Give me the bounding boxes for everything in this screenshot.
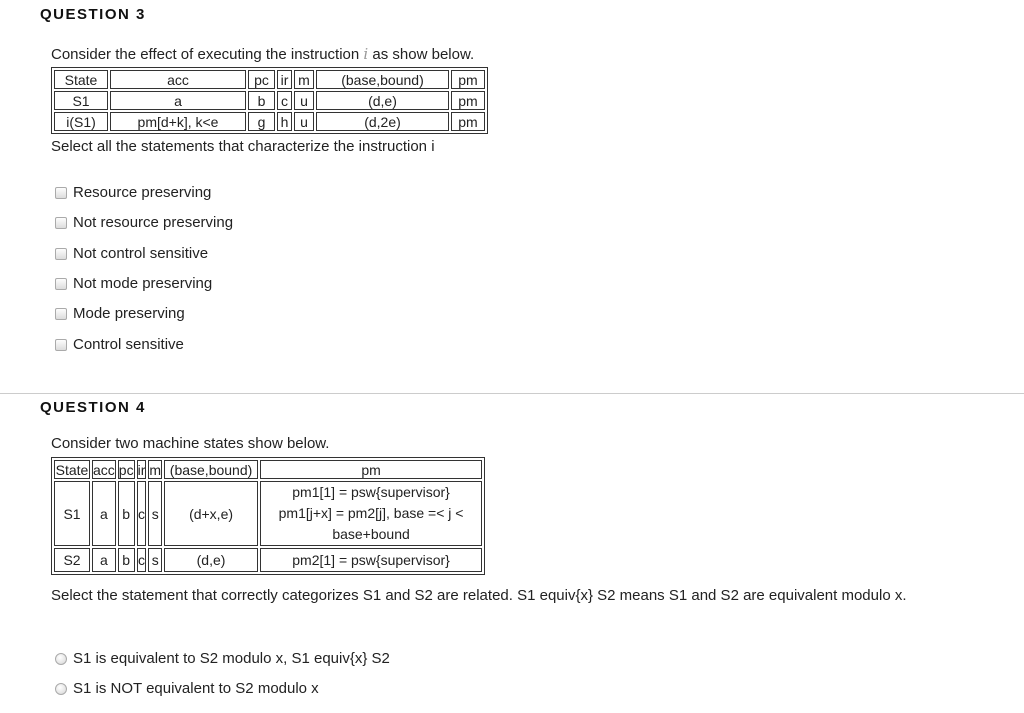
question-4-prompt: Consider two machine states show below.	[51, 435, 330, 452]
prompt-text: Consider the effect of executing the instruction	[51, 46, 364, 63]
table-cell: g	[248, 112, 275, 131]
table-cell: c	[277, 91, 292, 110]
option-not-equivalent[interactable]	[55, 680, 319, 697]
question-3-instruction: Select all the statements that characterize the instruction i	[51, 138, 435, 155]
pm-line: pm1[j+x] = pm2[j], base =< j <	[278, 505, 464, 521]
table-cell: u	[294, 112, 314, 131]
header-pm: pm	[260, 460, 482, 479]
table-cell: (d,2e)	[316, 112, 449, 131]
option-label: Control sensitive	[73, 336, 184, 353]
header-base-bound: (base,bound)	[164, 460, 258, 479]
header-pm: pm	[451, 70, 485, 89]
checkbox[interactable]	[55, 278, 67, 290]
header-state: State	[54, 70, 108, 89]
q3-state-table	[51, 67, 488, 134]
table-cell: pm2[1] = psw{supervisor}	[260, 548, 482, 572]
option-label: Resource preserving	[73, 184, 212, 201]
table-cell: b	[118, 548, 135, 572]
table-cell: S1	[54, 91, 108, 110]
question-4-heading: QUESTION 4	[40, 399, 146, 416]
radio-button[interactable]	[55, 653, 67, 665]
table-cell: s	[148, 548, 162, 572]
table-cell: s	[148, 481, 162, 546]
pm-line: pm1[1] = psw{supervisor}	[292, 484, 450, 500]
checkbox[interactable]	[55, 339, 67, 351]
option-label: S1 is NOT equivalent to S2 modulo x	[73, 680, 319, 697]
option-label: Not resource preserving	[73, 214, 234, 231]
option-label: S1 is equivalent to S2 modulo x, S1 equiv{x} S2	[73, 650, 390, 667]
instruction-variable: i	[363, 45, 369, 63]
table-header-row	[54, 460, 482, 479]
table-cell: h	[277, 112, 292, 131]
table-header-row	[54, 70, 485, 89]
table-cell: pm	[451, 112, 485, 131]
option-mode-preserving[interactable]	[55, 305, 185, 322]
table-cell: b	[248, 91, 275, 110]
table-cell: u	[294, 91, 314, 110]
table-cell: a	[110, 91, 246, 110]
checkbox[interactable]	[55, 187, 67, 199]
option-label: Not control sensitive	[73, 245, 209, 262]
question-divider	[0, 393, 1024, 394]
option-control-sensitive[interactable]	[55, 336, 184, 353]
checkbox[interactable]	[55, 308, 67, 320]
table-cell: (d,e)	[316, 91, 449, 110]
table-cell: c	[137, 548, 147, 572]
option-resource-preserving[interactable]	[55, 184, 211, 201]
header-state: State	[55, 461, 89, 478]
table-cell: a	[92, 481, 116, 546]
checkbox[interactable]	[55, 248, 67, 260]
header-base-bound: (base,bound)	[316, 70, 449, 89]
header-acc: acc	[110, 70, 246, 89]
question-3-heading: QUESTION 3	[40, 6, 146, 23]
table-cell: pm	[451, 91, 485, 110]
checkbox[interactable]	[55, 217, 67, 229]
header-ir: ir	[277, 70, 292, 89]
table-row	[54, 548, 482, 572]
pm-line: base+bound	[332, 526, 410, 542]
table-cell: c	[137, 481, 147, 546]
header-pc: pc	[118, 461, 134, 478]
radio-button[interactable]	[55, 683, 67, 695]
table-cell: S2	[54, 548, 90, 572]
table-cell-pm	[260, 481, 482, 546]
table-cell: (d,e)	[164, 548, 258, 572]
table-cell: S1	[54, 481, 90, 546]
option-equivalent[interactable]	[55, 650, 390, 667]
header-m: m	[149, 461, 162, 478]
question-4-instruction: Select the statement that correctly categorizes S1 and S2 are related. S1 equiv{x} S2 means S1 and S2 are equivalent modulo x.	[51, 587, 907, 604]
option-label: Not mode preserving	[73, 275, 213, 292]
option-not-mode-preserving[interactable]	[55, 275, 212, 292]
question-3-prompt	[51, 45, 474, 63]
option-not-control-sensitive[interactable]	[55, 245, 208, 262]
table-row	[54, 481, 482, 546]
q4-state-table	[51, 457, 485, 575]
option-label: Mode preserving	[73, 305, 185, 322]
table-row	[54, 112, 485, 131]
table-cell: i(S1)	[54, 112, 108, 131]
header-pc: pc	[248, 70, 275, 89]
prompt-text-end: as show below.	[368, 46, 475, 63]
table-cell: a	[92, 548, 116, 572]
option-not-resource-preserving[interactable]	[55, 214, 233, 231]
header-m: m	[294, 70, 314, 89]
table-row	[54, 91, 485, 110]
table-cell: (d+x,e)	[164, 481, 258, 546]
header-ir: ir	[137, 461, 146, 478]
table-cell: pm[d+k], k<e	[110, 112, 246, 131]
table-cell: b	[118, 481, 135, 546]
header-acc: acc	[93, 461, 115, 478]
